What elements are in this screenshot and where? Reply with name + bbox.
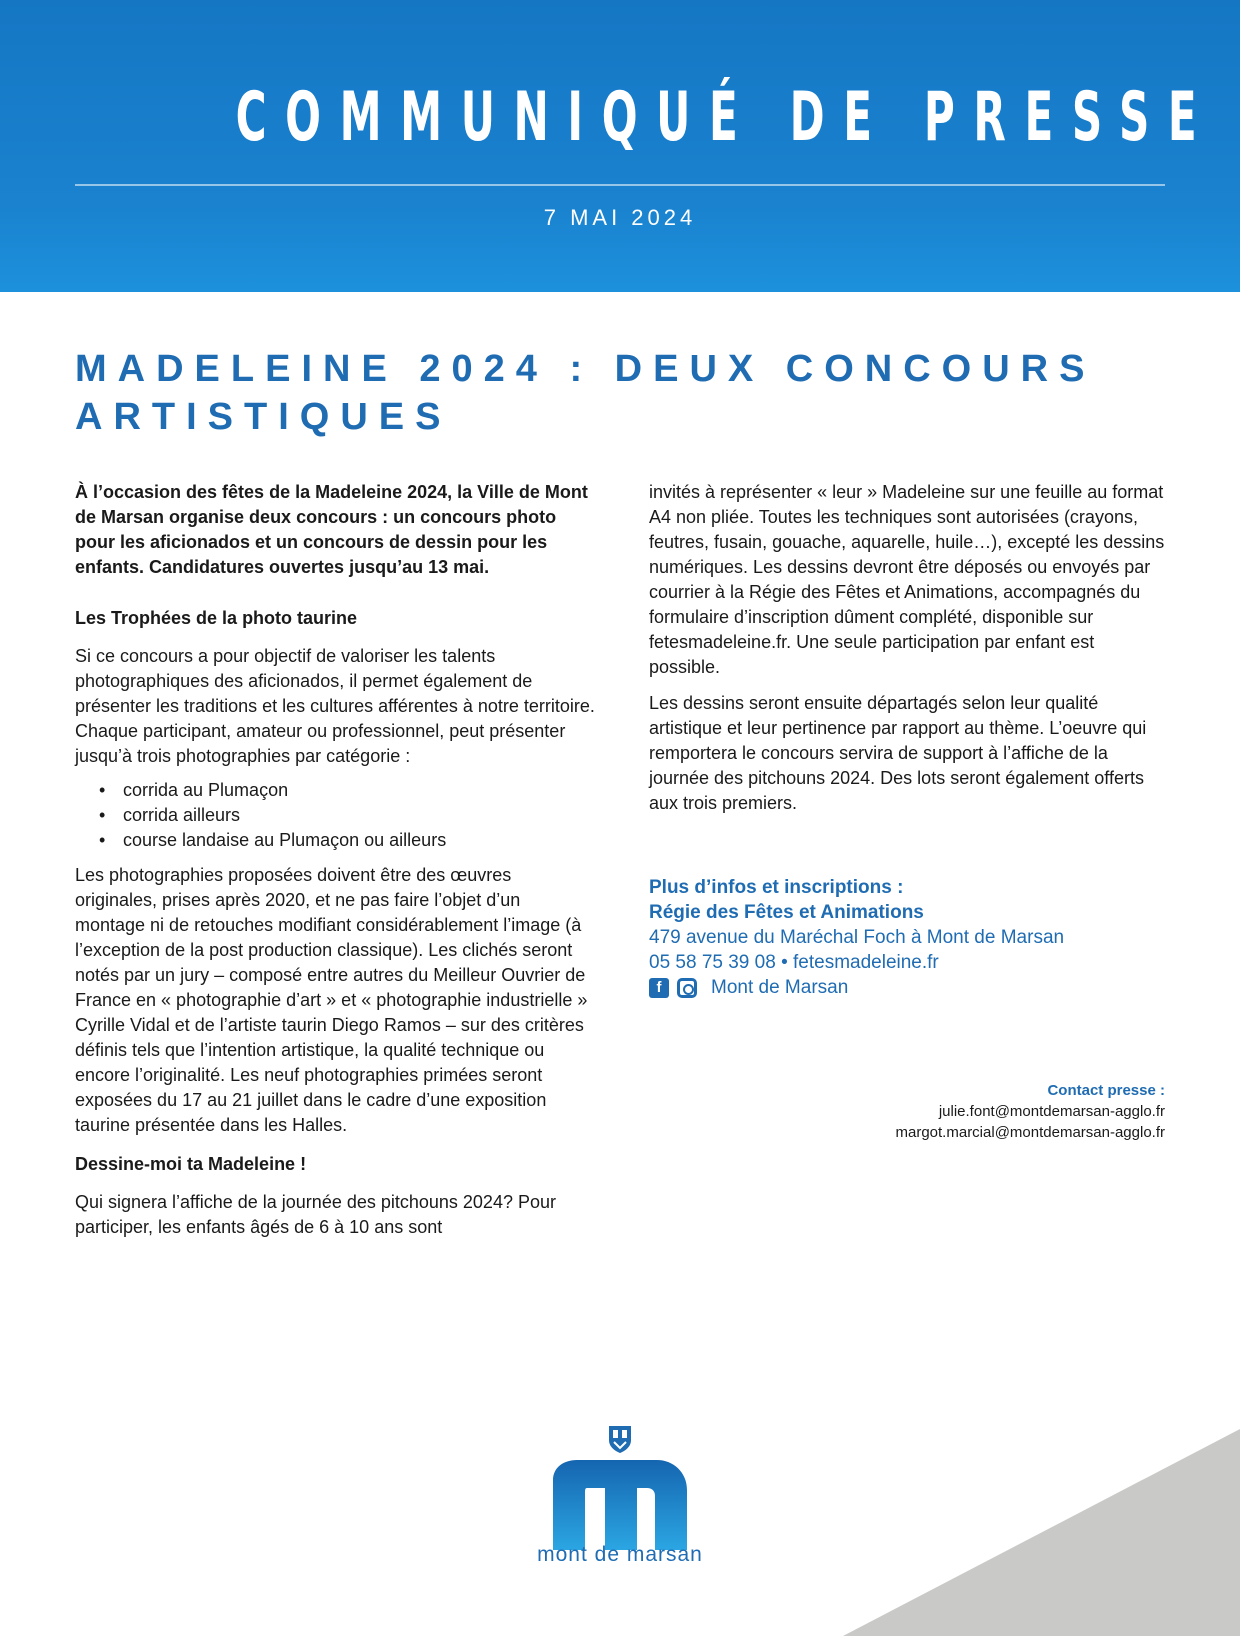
section-title-drawing: Dessine-moi ta Madeleine ! — [75, 1154, 307, 1174]
organizer-name: Régie des Fêtes et Animations — [649, 902, 924, 923]
social-label: Mont de Marsan — [711, 977, 849, 998]
section-title-photo: Les Trophées de la photo taurine — [75, 608, 358, 628]
press-email-1[interactable]: julie.font@montdemarsan-agglo.fr — [938, 1103, 1165, 1120]
header-banner — [0, 0, 1240, 292]
photo-rules-paragraph: Les photographies proposées doivent être des œuvres originales, prises après 2020, et ne pas faire l’objet d’un montage ni de retouches modifiant considérablement l’image (à l’exception de la post production classique). Les clichés seront notés par un jury – composé entre autres du Meilleur Ouvrier de France en « photographie d’art » et « photographie industrielle » Cyrille Vidal et de l’artiste taurin Diego Ramos – sur des critères définis tels que l’intention artistique, la qualité technique ou encore l’originalité. Les neuf photographies primées seront exposées du 17 au 21 juillet dans le cadre d’une exposition taurine présentée dans les Halles. — [75, 865, 588, 1135]
phone-number[interactable]: 05 58 75 39 08 — [649, 952, 776, 973]
info-heading: Plus d’infos et inscriptions : — [649, 877, 904, 898]
press-contact — [760, 1080, 1165, 1143]
info-block — [649, 875, 1209, 1000]
list-item: • corrida ailleurs — [99, 803, 595, 828]
header-divider — [75, 184, 1165, 186]
list-item: • course landaise au Plumaçon ou ailleurs — [99, 828, 595, 853]
left-column — [75, 480, 595, 1249]
press-contact-label: Contact presse : — [1047, 1082, 1165, 1099]
logo-m-icon — [553, 1458, 687, 1550]
website-link[interactable]: fetesmadeleine.fr — [793, 952, 939, 973]
press-email-2[interactable]: margot.marcial@montdemarsan-agglo.fr — [895, 1124, 1165, 1141]
separator-dot: • — [781, 952, 788, 973]
page-title: COMMUNIQUÉ DE PRESSE — [235, 78, 1216, 157]
address: 479 avenue du Maréchal Foch à Mont de Marsan — [649, 927, 1065, 948]
logo-wordmark: mont de marsan — [537, 1543, 703, 1566]
list-item: • corrida au Plumaçon — [99, 778, 595, 803]
coat-of-arms-icon — [607, 1424, 633, 1454]
drawing-rules-paragraph: invités à représenter « leur » Madeleine sur une feuille au format A4 non pliée. Toutes les techniques sont autorisées (crayons, feutres, fusain, gouache, aquarelle, huile…), excepté les dessins numériques. Les dessins devront être déposés ou envoyés par courrier à la Régie des Fêtes et Animations, accompagnés du formulaire d’inscription dûment complété, disponible sur fetesmadeleine.fr. Une seule participation par enfant est possible. — [649, 482, 1165, 677]
article-headline: MADELEINE 2024 : DEUX CONCOURS ARTISTIQUES — [75, 348, 1096, 438]
drawing-judging-paragraph: Les dessins seront ensuite départagés selon leur qualité artistique et leur pertinence par rapport au thème. L’oeuvre qui remportera le concours servira de support à l’affiche de la journée des pitchouns 2024. Des lots seront également offerts aux trois premiers. — [649, 693, 1147, 813]
drawing-contest-paragraph: Qui signera l’affiche de la journée des pitchouns 2024? Pour participer, les enfants âgés de 6 à 10 ans sont — [75, 1192, 556, 1237]
social-row — [649, 975, 1209, 1000]
right-column — [649, 480, 1169, 825]
facebook-icon[interactable]: f — [649, 978, 669, 998]
category-list — [99, 778, 595, 853]
contact-line — [649, 950, 1209, 975]
lead-paragraph: À l’occasion des fêtes de la Madeleine 2024, la Ville de Mont de Marsan organise deux concours : un concours photo pour les aficionados et un concours de dessin pour les enfants. Candidatures ouvertes jusqu’au 13 mai. — [75, 482, 588, 577]
release-date: 7 MAI 2024 — [543, 205, 697, 230]
instagram-icon[interactable] — [677, 978, 697, 998]
photo-contest-paragraph: Si ce concours a pour objectif de valoriser les talents photographiques des aficionados, il permet également de présenter les traditions et les cultures afférentes à notre territoire. Chaque participant, amateur ou professionnel, peut présenter jusqu’à trois photographies par catégorie : — [75, 646, 595, 766]
